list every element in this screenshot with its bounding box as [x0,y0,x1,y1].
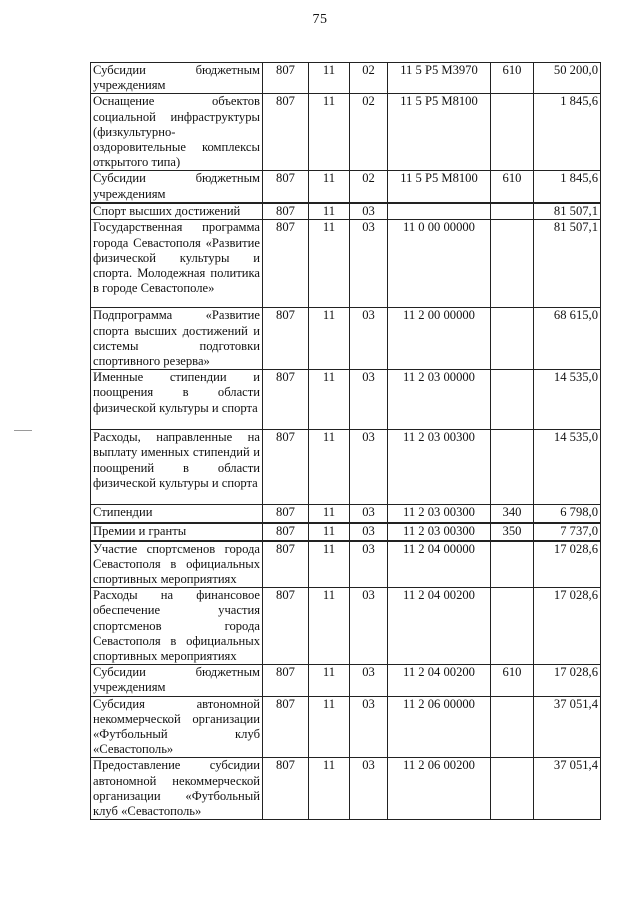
subsection-code-cell: 03 [350,696,388,758]
subsection-code-cell: 02 [350,63,388,94]
budget-table [90,62,601,820]
table-row [91,370,601,430]
target-article-code-cell: 11 2 04 00000 [388,541,491,588]
target-article-code-cell: 11 2 04 00200 [388,665,491,696]
item-name-cell: Именные стипендии и поощрения в области физической культуры и спорта [91,370,263,430]
ministry-code-cell: 807 [263,94,309,171]
subsection-code-cell: 03 [350,523,388,541]
item-name-cell: Оснащение объектов социальной инфраструктуры (физкультурно-оздоровительные комплексы открытого типа) [91,94,263,171]
amount-cell: 17 028,6 [534,588,601,665]
target-article-code-cell: 11 2 03 00300 [388,430,491,505]
ministry-code-cell: 807 [263,523,309,541]
section-code-cell: 11 [309,63,350,94]
amount-cell: 1 845,6 [534,94,601,171]
section-code-cell: 11 [309,541,350,588]
expense-type-code-cell [491,430,534,505]
amount-cell: 14 535,0 [534,370,601,430]
ministry-code-cell: 807 [263,696,309,758]
ministry-code-cell: 807 [263,203,309,220]
subsection-code-cell: 02 [350,171,388,203]
amount-cell: 81 507,1 [534,203,601,220]
item-name-cell: Расходы, направленные на выплату именных стипендий и поощрений в области физической культуры и спорта [91,430,263,505]
ministry-code-cell: 807 [263,63,309,94]
amount-cell: 6 798,0 [534,505,601,523]
table-row [91,220,601,308]
ministry-code-cell: 807 [263,171,309,203]
table-row [91,523,601,541]
table-row [91,505,601,523]
expense-type-code-cell [491,758,534,820]
amount-cell: 81 507,1 [534,220,601,308]
expense-type-code-cell [491,370,534,430]
item-name-cell: Подпрограмма «Развитие спорта высших достижений и системы подготовки спортивного резерва» [91,308,263,370]
subsection-code-cell: 03 [350,203,388,220]
table-row [91,94,601,171]
item-name-cell: Стипендии [91,505,263,523]
target-article-code-cell: 11 5 P5 M8100 [388,94,491,171]
item-name-cell: Субсидии бюджетным учреждениям [91,63,263,94]
subsection-code-cell: 03 [350,308,388,370]
item-name-cell: Спорт высших достижений [91,203,263,220]
table-row [91,696,601,758]
ministry-code-cell: 807 [263,758,309,820]
target-article-code-cell: 11 2 06 00000 [388,696,491,758]
expense-type-code-cell [491,220,534,308]
amount-cell: 17 028,6 [534,665,601,696]
item-name-cell: Участие спортсменов города Севастополя в официальных спортивных мероприятиях [91,541,263,588]
expense-type-code-cell [491,308,534,370]
section-code-cell: 11 [309,203,350,220]
subsection-code-cell: 03 [350,588,388,665]
target-article-code-cell: 11 2 03 00300 [388,505,491,523]
target-article-code-cell: 11 2 00 00000 [388,308,491,370]
amount-cell: 7 737,0 [534,523,601,541]
margin-mark [14,430,32,431]
target-article-code-cell: 11 2 06 00200 [388,758,491,820]
section-code-cell: 11 [309,696,350,758]
target-article-code-cell: 11 0 00 00000 [388,220,491,308]
item-name-cell: Государственная программа города Севастополя «Развитие физической культуры и спорта. Молодежная политика в городе Севастополе» [91,220,263,308]
table-row [91,63,601,94]
section-code-cell: 11 [309,588,350,665]
ministry-code-cell: 807 [263,505,309,523]
subsection-code-cell: 03 [350,430,388,505]
table-row [91,665,601,696]
table-row [91,541,601,588]
table-row [91,203,601,220]
ministry-code-cell: 807 [263,430,309,505]
subsection-code-cell: 03 [350,220,388,308]
amount-cell: 1 845,6 [534,171,601,203]
ministry-code-cell: 807 [263,308,309,370]
item-name-cell: Субсидии бюджетным учреждениям [91,665,263,696]
page-number: 75 [312,12,328,27]
table-row [91,430,601,505]
item-name-cell: Предоставление субсидии автономной некоммерческой организации «Футбольный клуб «Севастополь» [91,758,263,820]
item-name-cell: Субсидия автономной некоммерческой организации «Футбольный клуб «Севастополь» [91,696,263,758]
item-name-cell: Расходы на финансовое обеспечение участия спортсменов города Севастополя в официальных спортивных мероприятиях [91,588,263,665]
expense-type-code-cell [491,541,534,588]
expense-type-code-cell: 610 [491,63,534,94]
subsection-code-cell: 03 [350,505,388,523]
expense-type-code-cell [491,696,534,758]
subsection-code-cell: 03 [350,370,388,430]
section-code-cell: 11 [309,505,350,523]
section-code-cell: 11 [309,220,350,308]
ministry-code-cell: 807 [263,665,309,696]
target-article-code-cell [388,203,491,220]
target-article-code-cell: 11 5 P5 M3970 [388,63,491,94]
table-row [91,308,601,370]
section-code-cell: 11 [309,430,350,505]
section-code-cell: 11 [309,665,350,696]
section-code-cell: 11 [309,171,350,203]
expense-type-code-cell: 340 [491,505,534,523]
table-row [91,588,601,665]
item-name-cell: Субсидии бюджетным учреждениям [91,171,263,203]
amount-cell: 14 535,0 [534,430,601,505]
subsection-code-cell: 02 [350,94,388,171]
section-code-cell: 11 [309,370,350,430]
section-code-cell: 11 [309,308,350,370]
section-code-cell: 11 [309,758,350,820]
expense-type-code-cell [491,588,534,665]
ministry-code-cell: 807 [263,220,309,308]
ministry-code-cell: 807 [263,588,309,665]
expense-type-code-cell: 610 [491,171,534,203]
section-code-cell: 11 [309,523,350,541]
ministry-code-cell: 807 [263,541,309,588]
amount-cell: 37 051,4 [534,696,601,758]
budget-table-body [91,63,601,820]
amount-cell: 68 615,0 [534,308,601,370]
expense-type-code-cell [491,203,534,220]
item-name-cell: Премии и гранты [91,523,263,541]
expense-type-code-cell: 610 [491,665,534,696]
section-code-cell: 11 [309,94,350,171]
subsection-code-cell: 03 [350,665,388,696]
expense-type-code-cell: 350 [491,523,534,541]
amount-cell: 50 200,0 [534,63,601,94]
target-article-code-cell: 11 5 P5 M8100 [388,171,491,203]
amount-cell: 37 051,4 [534,758,601,820]
ministry-code-cell: 807 [263,370,309,430]
subsection-code-cell: 03 [350,541,388,588]
expense-type-code-cell [491,94,534,171]
table-row [91,171,601,203]
target-article-code-cell: 11 2 03 00300 [388,523,491,541]
amount-cell: 17 028,6 [534,541,601,588]
target-article-code-cell: 11 2 03 00000 [388,370,491,430]
subsection-code-cell: 03 [350,758,388,820]
target-article-code-cell: 11 2 04 00200 [388,588,491,665]
table-row [91,758,601,820]
